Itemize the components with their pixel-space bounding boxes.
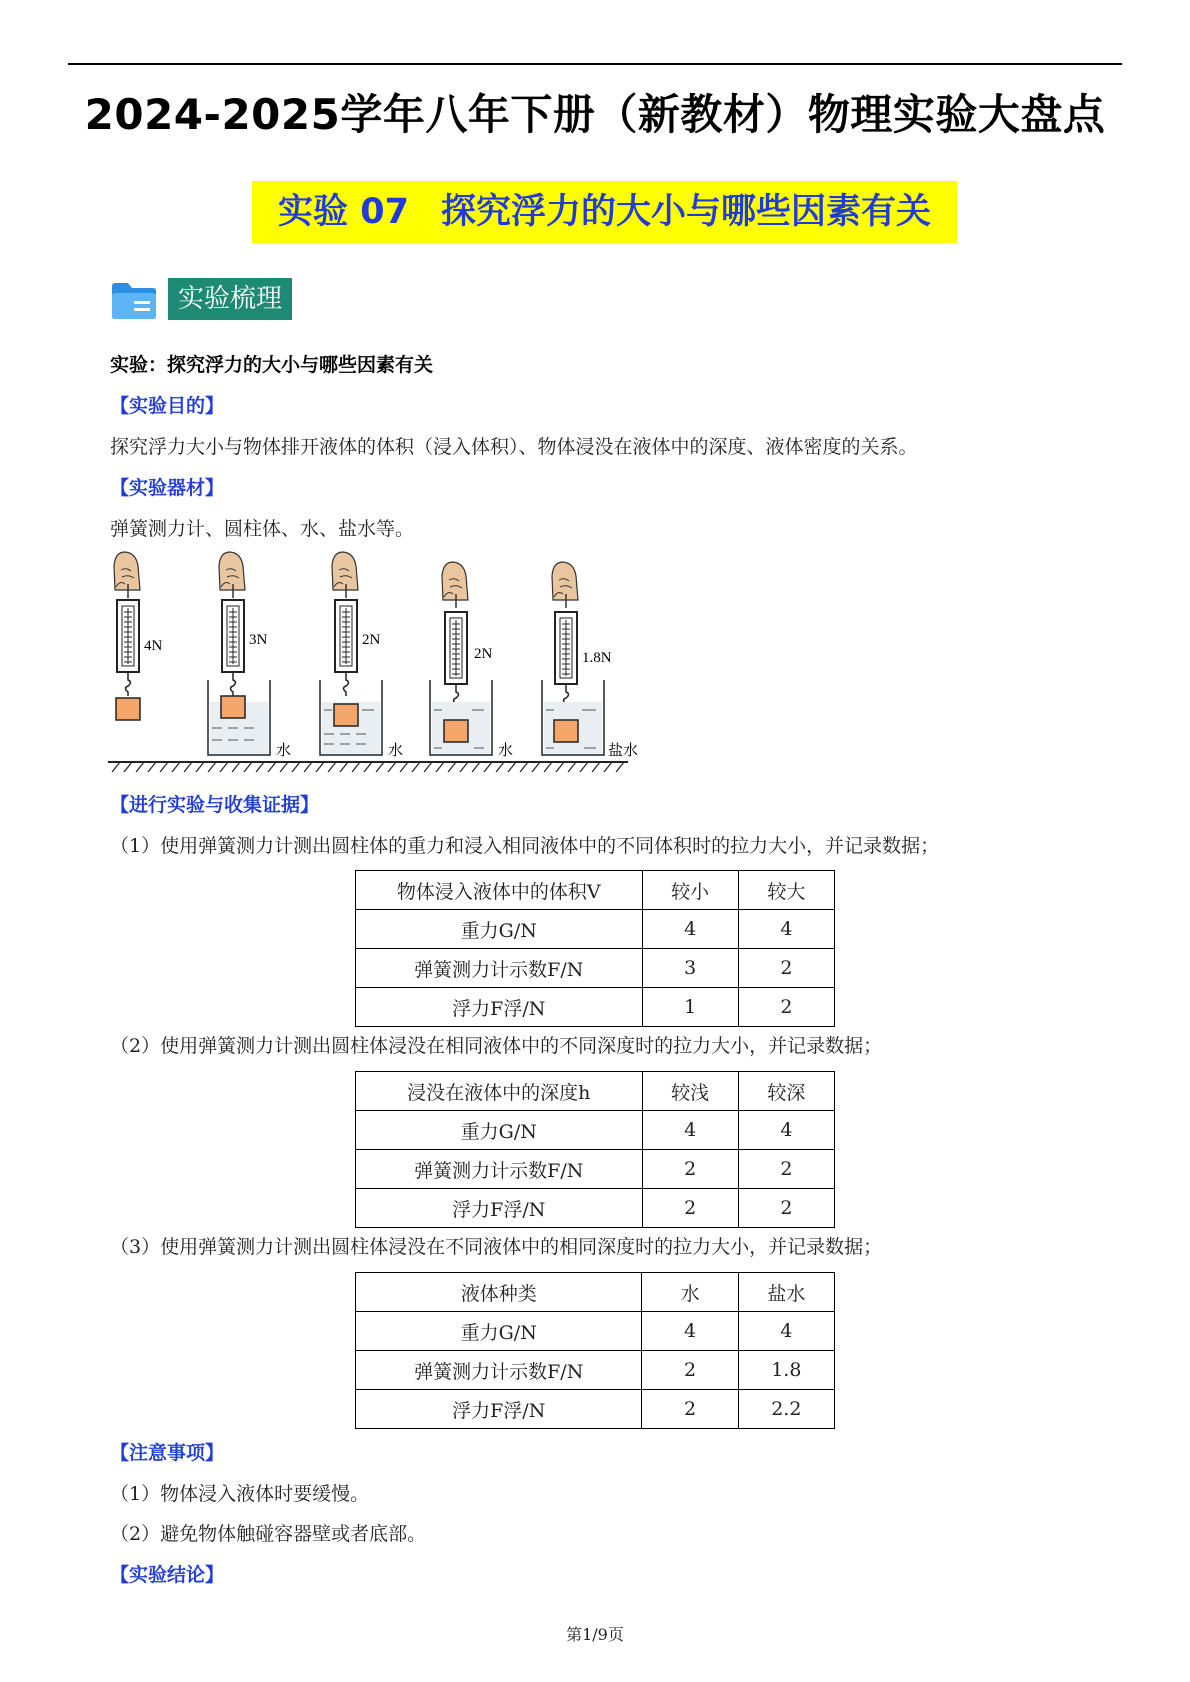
- setup-3: [320, 552, 382, 755]
- liquid-2: 水: [276, 743, 292, 759]
- conclusion-heading: 【实验结论】: [110, 1564, 225, 1586]
- setup-1: [114, 552, 140, 720]
- ground: [108, 762, 628, 772]
- liquid-5: 盐水: [608, 743, 639, 759]
- experiment-figure: [108, 550, 653, 778]
- reading-1: 4N: [144, 638, 163, 654]
- note-2: （2）避免物体触碰容器壁或者底部。: [110, 1523, 427, 1545]
- reading-4: 2N: [474, 646, 493, 662]
- reading-5: 1.8N: [582, 650, 612, 666]
- liquid-4: 水: [498, 743, 514, 759]
- table-row: 弹簧测力计示数F/N 2 2: [356, 1150, 835, 1189]
- materials-heading: 【实验器材】: [110, 477, 225, 499]
- top-rule: [68, 63, 1122, 65]
- table-volume: [355, 870, 835, 1027]
- table-row: 弹簧测力计示数F/N 3 2: [356, 949, 835, 988]
- table-row: 弹簧测力计示数F/N 2 1.8: [356, 1351, 835, 1390]
- purpose-heading: 【实验目的】: [110, 395, 225, 417]
- notes-heading: 【注意事项】: [110, 1442, 225, 1464]
- table-depth: [355, 1071, 835, 1228]
- materials-text: 弹簧测力计、圆柱体、水、盐水等。: [110, 518, 415, 540]
- step-1: （1）使用弹簧测力计测出圆柱体的重力和浸入相同液体中的不同体积时的拉力大小，并记录数据；: [110, 835, 940, 857]
- table-row: 重力G/N 4 4: [356, 1111, 835, 1150]
- table-row: 浮力F浮/N 2 2.2: [356, 1390, 835, 1429]
- note-1: （1）物体浸入液体时要缓慢。: [110, 1483, 370, 1505]
- table-row: 物体浸入液体中的体积V 较小 较大: [356, 871, 835, 910]
- reading-2: 3N: [249, 632, 268, 648]
- experiment-banner: [252, 181, 957, 243]
- table-row: 浮力F浮/N 1 2: [356, 988, 835, 1027]
- document-title: 2024-2025学年八年下册（新教材）物理实验大盘点: [84, 90, 1106, 139]
- step-3: （3）使用弹簧测力计测出圆柱体浸没在不同液体中的相同深度时的拉力大小，并记录数据；: [110, 1236, 883, 1258]
- table-row: 浮力F浮/N 2 2: [356, 1189, 835, 1228]
- folder-icon: [110, 282, 158, 320]
- table-row: 重力G/N 4 4: [356, 910, 835, 949]
- experiment-heading: 实验：探究浮力的大小与哪些因素有关: [110, 354, 434, 376]
- step-2: （2）使用弹簧测力计测出圆柱体浸没在相同液体中的不同深度时的拉力大小，并记录数据；: [110, 1035, 883, 1057]
- procedure-heading: 【进行实验与收集证据】: [110, 794, 320, 816]
- page-number: 第1/9页: [566, 1625, 624, 1644]
- purpose-text: 探究浮力大小与物体排开液体的体积（浸入体积）、物体浸没在液体中的深度、液体密度的关系。: [110, 436, 918, 458]
- table-row: 液体种类 水 盐水: [356, 1273, 835, 1312]
- table-row: 重力G/N 4 4: [356, 1312, 835, 1351]
- setup-2: [208, 552, 270, 755]
- section-label: 实验梳理: [168, 278, 292, 320]
- experiment-number: 实验 07: [278, 192, 409, 232]
- liquid-3: 水: [388, 743, 404, 759]
- table-row: 浸没在液体中的深度h 较浅 较深: [356, 1072, 835, 1111]
- table-liquid: [355, 1272, 835, 1429]
- reading-3: 2N: [362, 632, 381, 648]
- experiment-title: 探究浮力的大小与哪些因素有关: [440, 192, 931, 232]
